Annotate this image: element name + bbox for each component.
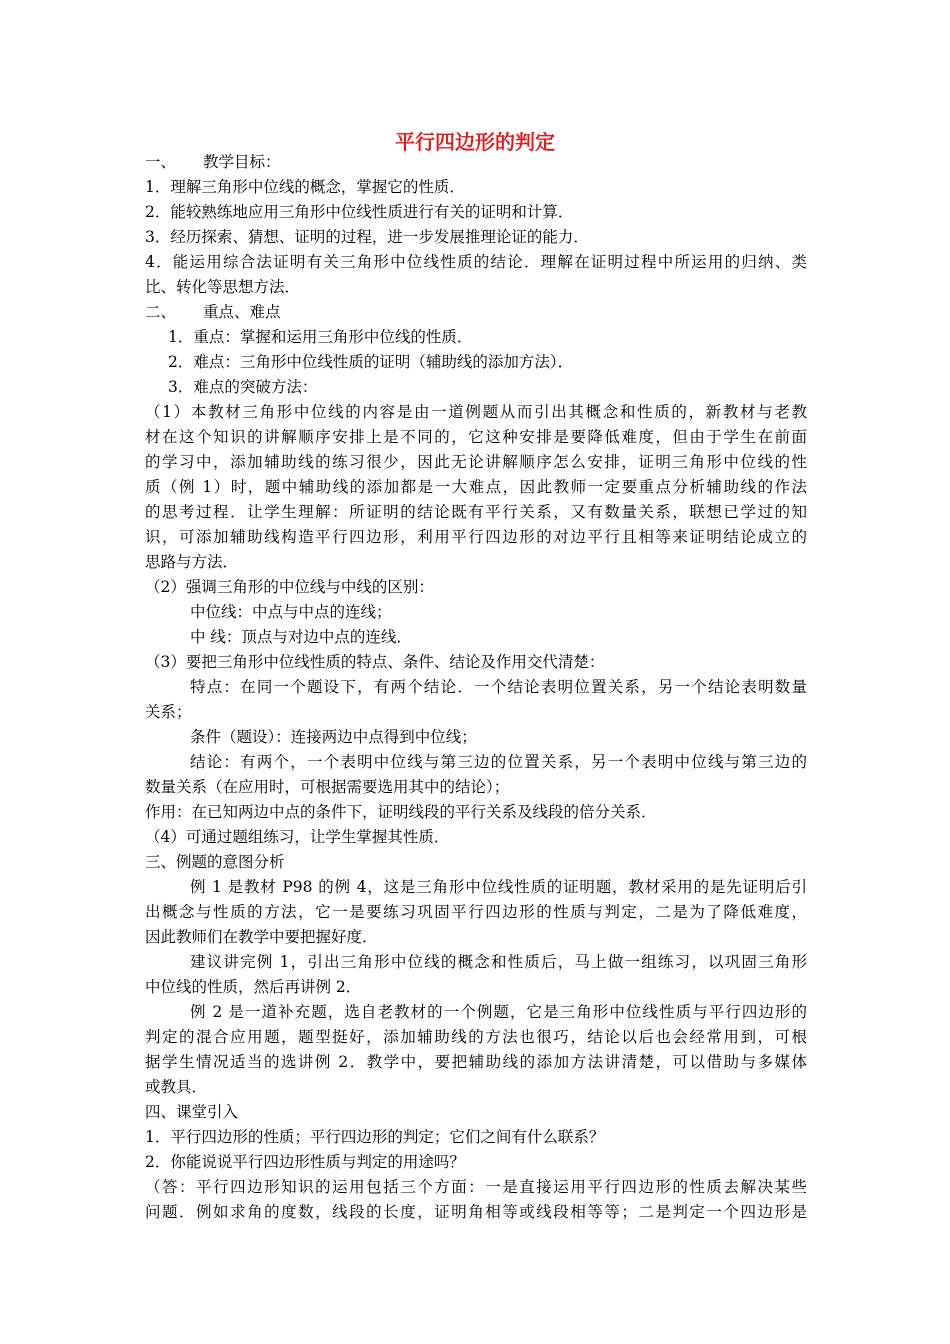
text-line: （3）要把三角形中位线性质的特点、条件、结论及作用交代清楚： (145, 653, 605, 671)
section-heading-1: 一、 教学目标： (145, 153, 281, 171)
section-heading-4: 四、课堂引入 (145, 1103, 239, 1121)
text-line: （1）本教材三角形中位线的内容是由一道例题从而引出其概念和性质的，新教材与老教 (145, 403, 807, 421)
text-line: 识，可添加辅助线构造平行四边形，利用平行四边形的对边平行且相等来证明结论成立的 (145, 528, 807, 546)
text-line: 例 1 是教材 P98 的例 4，这是三角形中位线性质的证明题，教材采用的是先证明后引 (190, 878, 807, 896)
text-line: 数量关系（在应用时，可根据需要选用其中的结论）； (145, 778, 510, 796)
text-line: 比、转化等思想方法． (145, 278, 301, 296)
text-line: 结论：有两个，一个表明中位线与第三边的位置关系，另一个表明中位线与第三边的 (190, 753, 807, 771)
text-line: 关系； (145, 703, 192, 721)
text-line: 的学习中，添加辅助线的练习很少，因此无论讲解顺序怎么安排，证明三角形中位线的性 (145, 453, 807, 471)
text-line: 中位线：中点与中点的连线； (190, 603, 392, 621)
text-line: 3．难点的突破方法： (168, 378, 318, 396)
text-line: 例 2 是一道补充题，选自老教材的一个例题，它是三角形中位线性质与平行四边形的 (190, 1003, 807, 1021)
text-line: 2．你能说说平行四边形性质与判定的用途吗？ (145, 1153, 465, 1171)
section-heading-2: 二、 重点、难点 (145, 303, 281, 321)
text-line: （4）可通过题组练习，让学生掌握其性质． (145, 828, 450, 846)
text-line: 1．理解三角形中位线的概念，掌握它的性质． (145, 178, 465, 196)
text-line: 建议讲完例 1，引出三角形中位线的概念和性质后，马上做一组练习，以巩固三角形 (190, 953, 807, 971)
text-line: 据学生情况适当的选讲例 2．教学中，要把辅助线的添加方法讲清楚，可以借助与多媒体 (145, 1053, 807, 1071)
section-heading-3: 三、例题的意图分析 (145, 853, 285, 871)
text-line: （2）强调三角形的中位线与中线的区别： (145, 578, 434, 596)
text-line: 作用：在已知两边中点的条件下，证明线段的平行关系及线段的倍分关系． (145, 803, 657, 821)
text-line: 材在这个知识的讲解顺序安排上是不同的，它这种安排是要降低难度，但由于学生在前面 (145, 428, 807, 446)
text-line: （答：平行四边形知识的运用包括三个方面：一是直接运用平行四边形的性质去解决某些 (145, 1178, 807, 1196)
text-line: 1．平行四边形的性质；平行四边形的判定；它们之间有什么联系？ (145, 1128, 605, 1146)
text-line: 出概念与性质的方法，它一是要练习巩固平行四边形的性质与判定，二是为了降低难度， (145, 903, 807, 921)
text-line: 条件（题设）：连接两边中点得到中位线； (190, 728, 477, 746)
text-line: 或教具． (145, 1078, 208, 1096)
text-line: 思路与方法． (145, 553, 239, 571)
text-line: 质（例 1）时，题中辅助线的添加都是一大难点，因此教师一定要重点分析辅助线的作法 (145, 478, 807, 496)
text-line: 特点：在同一个题设下，有两个结论．一个结论表明位置关系，另一个结论表明数量 (190, 678, 807, 696)
text-line: 判定的混合应用题，题型挺好，添加辅助线的方法也很巧，结论以后也会经常用到，可根 (145, 1028, 807, 1046)
text-line: 中位线的性质，然后再讲例 2． (145, 978, 362, 996)
text-line: 因此教师们在教学中要把握好度． (145, 928, 378, 946)
text-line: 2．能较熟练地应用三角形中位线性质进行有关的证明和计算． (145, 203, 574, 221)
text-line: 3．经历探索、猜想、证明的过程，进一步发展推理论证的能力． (145, 228, 589, 246)
text-line: 2．难点：三角形中位线性质的证明（辅助线的添加方法）． (168, 353, 574, 371)
text-line: 中 线：顶点与对边中点的连线． (190, 628, 412, 646)
text-line: 的思考过程．让学生理解：所证明的结论既有平行关系，又有数量关系，联想已学过的知 (145, 503, 807, 521)
document-title: 平行四边形的判定 (395, 130, 555, 154)
text-line: 4．能运用综合法证明有关三角形中位线性质的结论．理解在证明过程中所运用的归纳、类 (145, 253, 807, 271)
text-line: 1．重点：掌握和运用三角形中位线的性质． (168, 328, 473, 346)
text-line: 问题．例如求角的度数，线段的长度，证明角相等或线段相等等；二是判定一个四边形是 (145, 1203, 807, 1221)
